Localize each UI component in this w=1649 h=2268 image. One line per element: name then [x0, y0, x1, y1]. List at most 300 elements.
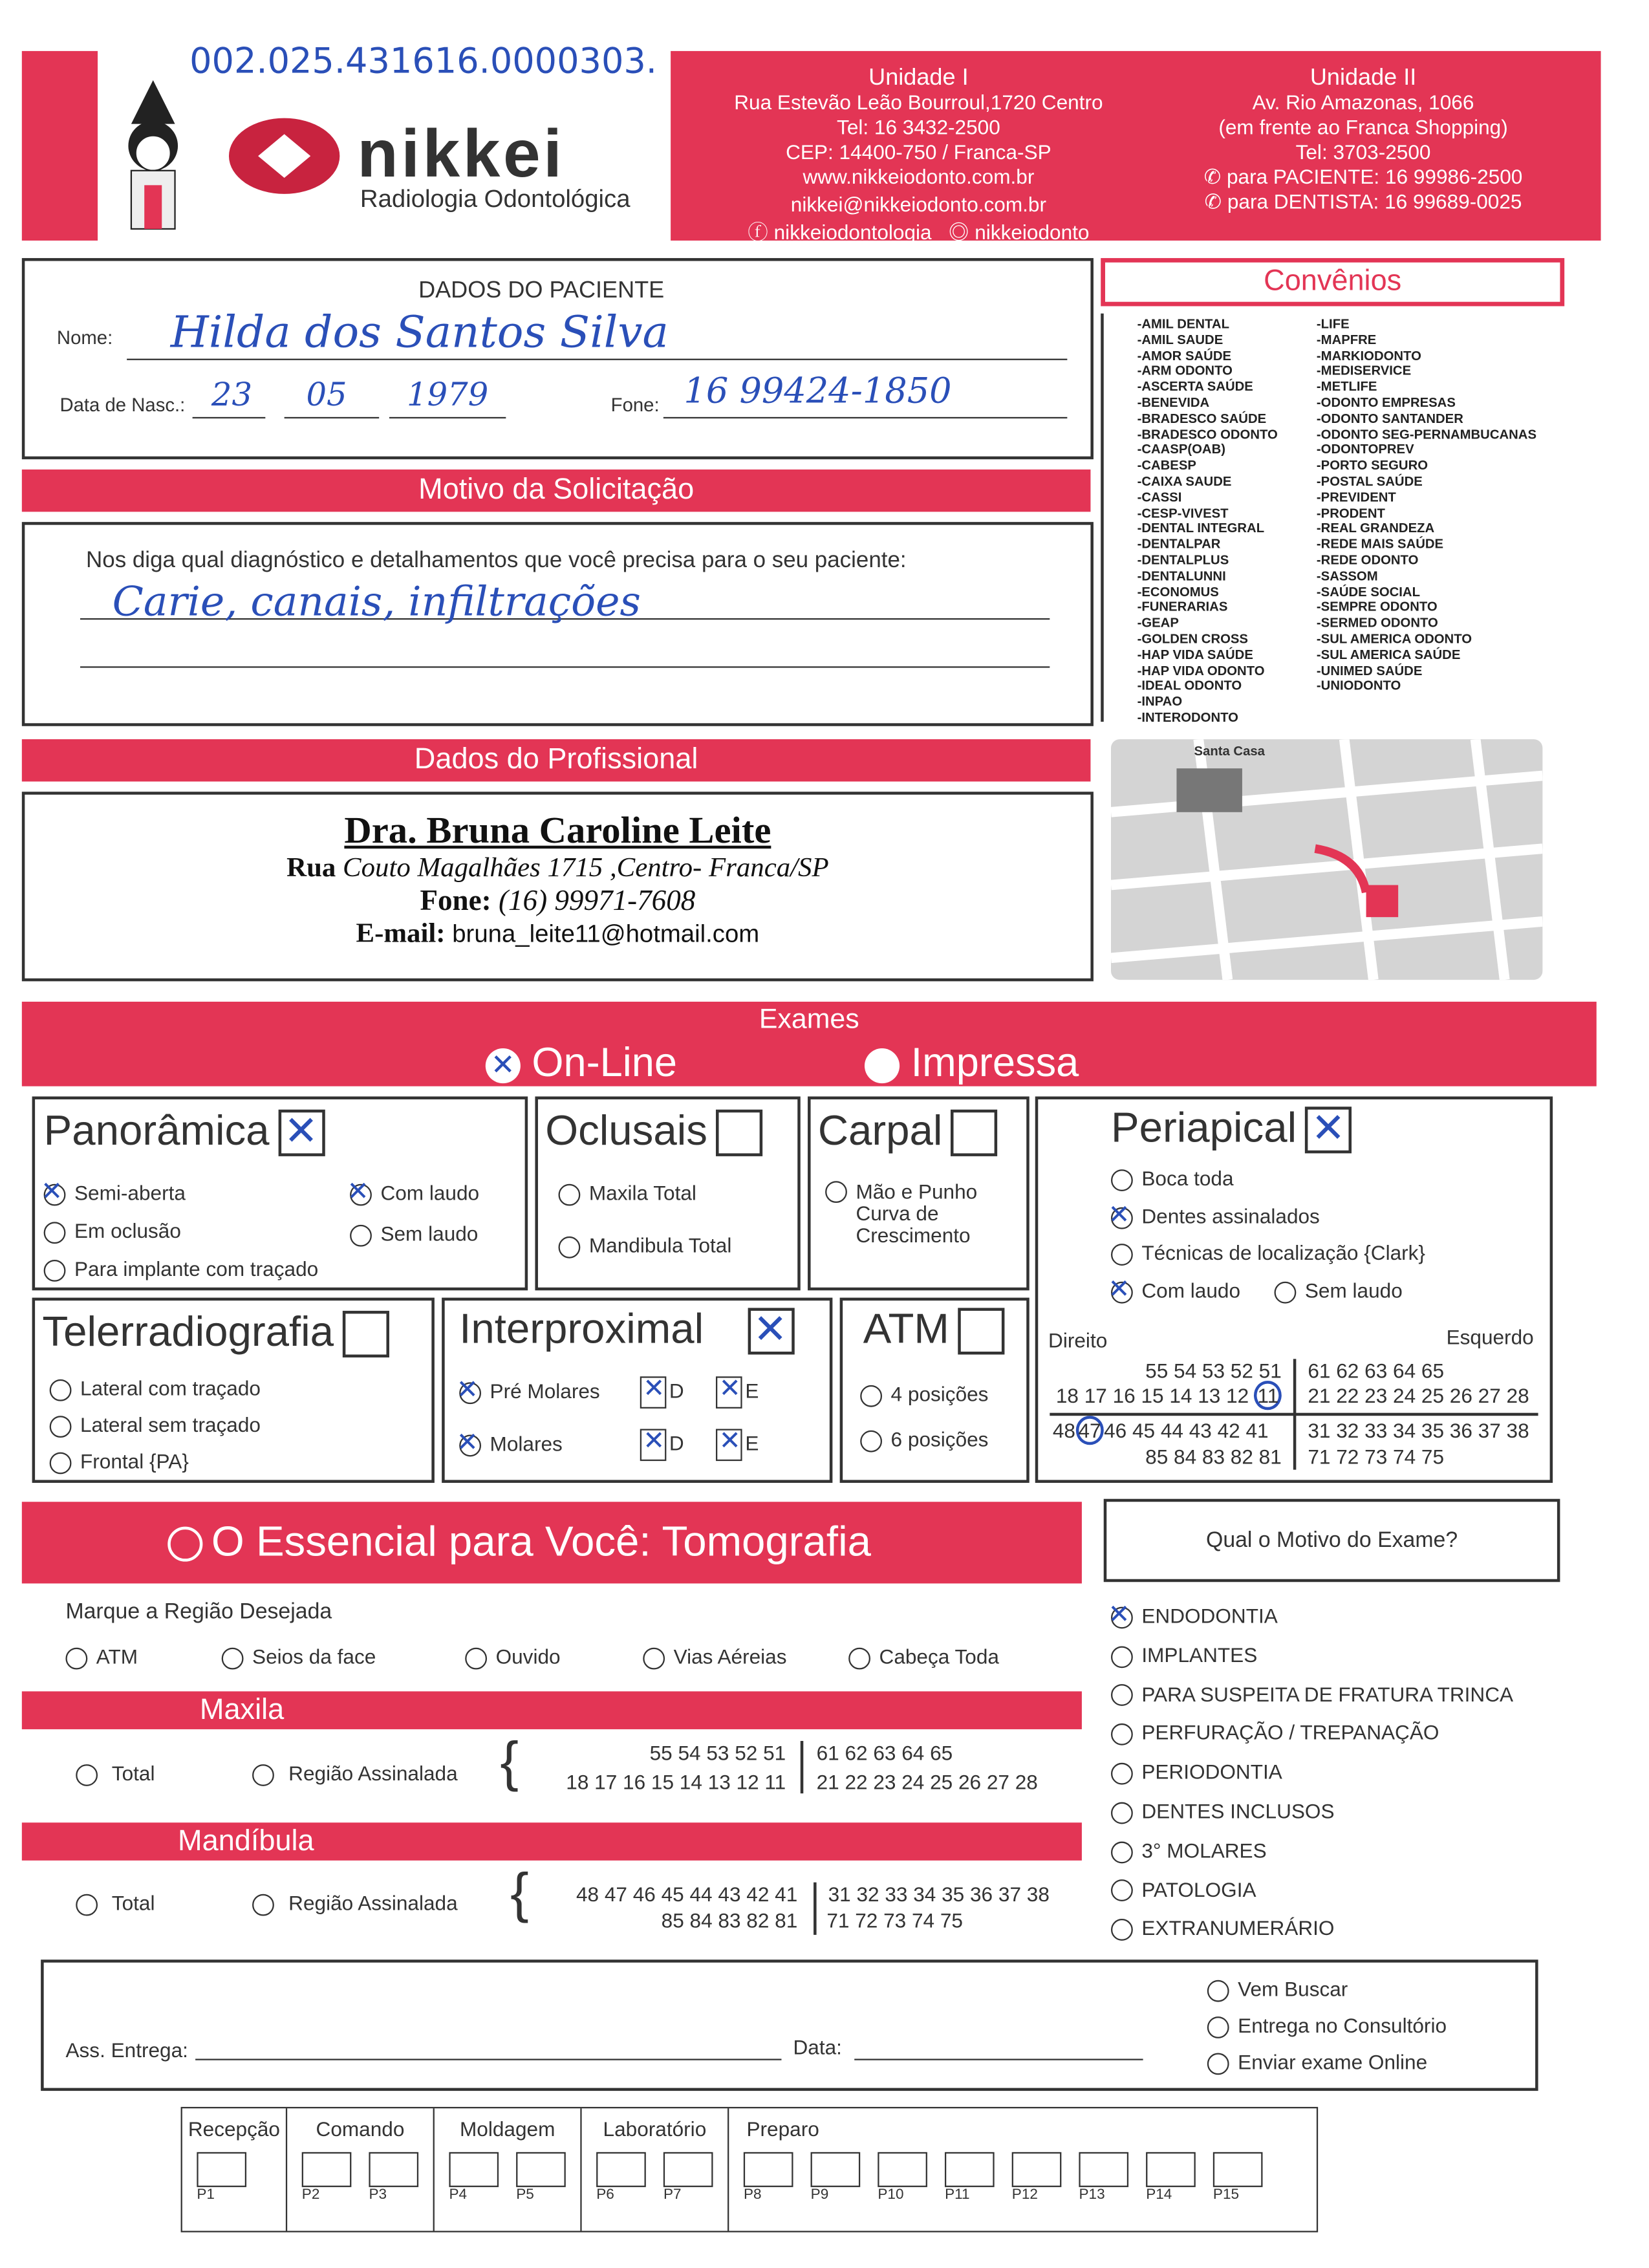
radio[interactable]	[848, 1647, 870, 1669]
unit2-address: Av. Rio Amazonas, 1066	[1252, 90, 1474, 114]
tomografia-bar	[22, 1502, 1082, 1583]
d-label: D	[669, 1379, 684, 1403]
panoramica-section	[32, 1096, 528, 1290]
entrega-option-label: Entrega no Consultório	[1238, 2013, 1447, 2037]
brace: {	[500, 1732, 519, 1794]
header-left-stripe	[22, 51, 98, 241]
regiao-option[interactable]	[65, 1645, 138, 1669]
control-box[interactable]	[945, 2152, 995, 2203]
control-box-label: P1	[197, 2187, 215, 2203]
motivo-exame-label: PARA SUSPEITA DE FRATURA TRINCA	[1141, 1681, 1514, 1705]
convenio-item: -GOLDEN CROSS	[1137, 631, 1248, 646]
mol-d-checkbox[interactable]	[640, 1429, 667, 1462]
convenio-item: -SUL AMERICA ODONTO	[1316, 631, 1472, 646]
convenio-item: -INPAO	[1137, 694, 1183, 709]
motivo-exame-item[interactable]	[1111, 1916, 1334, 1941]
motivo-question: Nos diga qual diagnóstico e detalhamentos que você precisa para o seu paciente:	[86, 548, 907, 574]
dentist-name: Dra. Bruna Caroline Leite	[344, 809, 771, 852]
tomografia-title: O Essencial para Você: Tomografia	[211, 1519, 871, 1566]
control-box[interactable]	[1146, 2152, 1196, 2203]
convenio-item: -POSTAL SAÚDE	[1316, 473, 1423, 489]
control-group-label: Laboratório	[603, 2117, 707, 2141]
unit1-cep: CEP: 14400-750 / Franca-SP	[786, 140, 1051, 164]
convenio-item: -MEDISERVICE	[1316, 363, 1412, 378]
option-online[interactable]	[486, 1040, 677, 1086]
total-label: Total	[111, 1761, 155, 1785]
profissional-section	[22, 792, 1094, 981]
interproximal-section	[442, 1298, 832, 1483]
peri-sem-laudo-radio[interactable]	[1275, 1281, 1297, 1303]
teeth-row: 21 22 23 24 25 26 27 28	[1308, 1383, 1529, 1407]
frontal-radio[interactable]	[50, 1452, 72, 1474]
instagram-icon: ◎	[948, 220, 969, 244]
control-box[interactable]	[302, 2152, 352, 2203]
panoramica-checkbox[interactable]	[278, 1110, 325, 1157]
panoramica-title: Panorâmica	[43, 1108, 270, 1155]
pre-molares-radio[interactable]	[459, 1382, 481, 1404]
molares-radio[interactable]	[459, 1434, 481, 1456]
data-label: Data:	[793, 2035, 842, 2059]
convenio-item: -MAPFRE	[1316, 332, 1377, 347]
teeth-row: 61 62 63 64 65	[1308, 1359, 1445, 1383]
online-radio-checked[interactable]: ✕	[486, 1048, 521, 1083]
motivo-exame-item[interactable]	[1111, 1760, 1282, 1785]
patient-section	[22, 258, 1094, 459]
convenio-item: -BRADESCO SAÚDE	[1137, 411, 1267, 426]
pano-com-laudo-radio[interactable]	[350, 1183, 372, 1205]
nikkei-logo-icon	[226, 116, 342, 197]
motivo-exame-item[interactable]	[1111, 1604, 1278, 1628]
control-box[interactable]	[449, 2152, 499, 2203]
control-box-label: P12	[1011, 2187, 1038, 2203]
motivo-exame-item[interactable]	[1111, 1877, 1256, 1902]
oclusao-radio[interactable]	[44, 1222, 66, 1244]
convenio-item: -REDE ODONTO	[1316, 552, 1419, 567]
convenio-item: -INTERODONTO	[1137, 709, 1238, 725]
radio[interactable]	[1111, 1763, 1133, 1785]
radio[interactable]	[1207, 2053, 1229, 2075]
convenio-item: -SASSOM	[1316, 568, 1378, 583]
control-group	[580, 2108, 727, 2230]
convenio-item: -ODONTO SEG-PERNAMBUCANAS	[1316, 426, 1536, 442]
handwritten-id: 002.025.431616.0000303.	[189, 41, 658, 82]
periapical-title: Periapical	[1111, 1105, 1297, 1152]
convenio-item: -PRODENT	[1316, 505, 1385, 520]
teeth-row: 85 84 83 82 81	[661, 1908, 798, 1932]
header-contact-panel	[671, 51, 1600, 244]
control-box-label: P13	[1079, 2187, 1105, 2203]
entrega-option-label: Enviar exame Online	[1238, 2049, 1428, 2074]
esquerdo-label: Esquerdo	[1446, 1325, 1534, 1349]
convenio-item: -SEMPRE ODONTO	[1316, 599, 1438, 614]
convenio-item: -SUL AMERICA SAÚDE	[1316, 647, 1461, 662]
facebook-handle[interactable]: nikkeiodontologia	[773, 220, 932, 244]
control-box-label: P9	[810, 2187, 829, 2203]
motivo-exame-label: 3° MOLARES	[1141, 1838, 1267, 1862]
convenio-item: -FUNERARIAS	[1137, 599, 1228, 614]
peri-sem-label: Sem laudo	[1304, 1279, 1403, 1302]
pre-e-checkbox[interactable]	[716, 1376, 742, 1409]
data-field[interactable]	[854, 2058, 1143, 2060]
option-impressa[interactable]	[865, 1040, 1079, 1086]
radio[interactable]	[1111, 1606, 1133, 1628]
atm-section	[840, 1298, 1029, 1483]
atm-4-radio[interactable]	[860, 1385, 882, 1407]
teeth-row: 61 62 63 64 65	[816, 1740, 953, 1765]
maxila-total-radio[interactable]	[559, 1183, 581, 1205]
convenio-item: -GEAP	[1137, 615, 1179, 631]
carpal-title: Carpal	[817, 1108, 943, 1155]
radio[interactable]	[1111, 1802, 1133, 1824]
convenio-item: -DENTALPAR	[1137, 537, 1221, 552]
convenio-item: -ODONTO SANTANDER	[1316, 411, 1463, 426]
lateral-sem-label: Lateral sem traçado	[80, 1412, 261, 1436]
convenio-item: -BRADESCO ODONTO	[1137, 426, 1278, 442]
teeth-row: 18 17 16 15 14 13 12	[1055, 1383, 1249, 1407]
semi-radio[interactable]	[44, 1183, 66, 1205]
control-box-label: P3	[369, 2187, 387, 2203]
oclusais-section	[535, 1096, 800, 1290]
convenios-col1	[1137, 316, 1278, 726]
convenio-item: -AMIL SAUDE	[1137, 332, 1223, 347]
teeth-row: 55 54 53 52 51	[1145, 1359, 1282, 1383]
convenio-item: -CESP-VIVEST	[1137, 505, 1229, 520]
radio[interactable]	[1111, 1919, 1133, 1941]
teeth-row: 31 32 33 34 35 36 37 38	[1308, 1418, 1529, 1442]
convenio-item: -METLIFE	[1316, 379, 1377, 394]
unit2-title: Unidade II	[1310, 65, 1417, 91]
control-box[interactable]	[369, 2152, 419, 2203]
teeth-row: 46 45 44 43 42 41	[1104, 1418, 1269, 1442]
convenio-item: -SAÚDE SOCIAL	[1316, 584, 1421, 599]
pre-d-checkbox[interactable]	[640, 1376, 667, 1409]
control-box-label: P6	[596, 2187, 614, 2203]
motivo-section	[22, 522, 1094, 726]
location-map	[1111, 739, 1542, 980]
convenio-item: -HAP VIDA SAÚDE	[1137, 647, 1253, 662]
inter-title: Interproximal	[459, 1306, 704, 1354]
brace: {	[510, 1863, 529, 1925]
instagram-handle[interactable]: nikkeiodonto	[975, 220, 1090, 244]
dentist-phone: (16) 99971-7608	[498, 885, 696, 918]
teeth-row: 21 22 23 24 25 26 27 28	[816, 1770, 1038, 1794]
convenio-item: -REAL GRANDEZA	[1316, 521, 1435, 536]
convenio-item: -ODONTOPREV	[1316, 442, 1414, 457]
impressa-label: Impressa	[911, 1039, 1079, 1085]
motivo-bar: Motivo da Solicitação	[22, 470, 1091, 512]
control-box[interactable]	[1079, 2152, 1129, 2203]
mol-e-checkbox[interactable]	[716, 1429, 742, 1462]
pano-sem-laudo-radio[interactable]	[350, 1224, 372, 1246]
regiao-option[interactable]	[848, 1645, 999, 1669]
mandibula-bar: Mandíbula	[22, 1822, 1082, 1861]
map-label: Santa Casa	[1194, 743, 1265, 759]
radio[interactable]	[643, 1647, 665, 1669]
motivo-exame-label: IMPLANTES	[1141, 1643, 1258, 1667]
mandibula-total-label: Mandibula Total	[588, 1233, 732, 1257]
convenio-item: -CAASP(OAB)	[1137, 442, 1225, 457]
unit2-dentista: para DENTISTA: 16 99689-0025	[1227, 189, 1522, 213]
control-group-label: Recepção	[188, 2117, 280, 2141]
boca-label: Boca toda	[1141, 1166, 1234, 1190]
dentist-address: Couto Magalhães 1715 ,Centro- Franca/SP	[343, 852, 829, 884]
control-box[interactable]	[1012, 2152, 1062, 2203]
dob-day[interactable]: 23	[211, 377, 253, 415]
control-group	[727, 2108, 1317, 2230]
atm-6-label: 6 posições	[890, 1427, 989, 1451]
mandibula-assinalada-radio[interactable]	[252, 1894, 274, 1916]
online-label: On-Line	[532, 1039, 678, 1085]
d-label: D	[669, 1431, 684, 1455]
oclusao-label: Em oclusão	[74, 1218, 181, 1242]
convenio-item: -AMOR SAÚDE	[1137, 347, 1232, 363]
motivo-exame-item[interactable]	[1111, 1721, 1439, 1745]
control-box-label: P7	[663, 2187, 682, 2203]
convenio-item: -REDE MAIS SAÚDE	[1316, 537, 1444, 552]
motivo-exame-item[interactable]	[1111, 1682, 1513, 1707]
convenio-item: -HAP VIDA ODONTO	[1137, 662, 1265, 678]
email-label: E-mail:	[356, 918, 446, 949]
regiao-option-label: Vias Aéreias	[673, 1645, 787, 1669]
brand-name: nikkei	[357, 115, 565, 191]
motivo-exame-item[interactable]	[1111, 1799, 1335, 1824]
mol-label: Molares	[490, 1432, 563, 1456]
lateral-com-label: Lateral com traçado	[80, 1376, 261, 1400]
maxila-total-radio[interactable]	[76, 1764, 98, 1786]
assinalada-label: Região Assinalada	[288, 1891, 458, 1915]
teeth-row: 48 47 46 45 44 43 42 41	[576, 1882, 798, 1906]
unit2-ref: (em frente ao Franca Shopping)	[1218, 115, 1508, 139]
radio[interactable]	[465, 1647, 487, 1669]
dentist-email: bruna_leite11@hotmail.com	[452, 920, 760, 948]
unit2-paciente: para PACIENTE: 16 99986-2500	[1226, 164, 1523, 188]
control-box[interactable]	[878, 2152, 927, 2203]
unit1-tel: Tel: 16 3432-2500	[837, 115, 1000, 139]
patient-heading: DADOS DO PACIENTE	[418, 278, 665, 303]
entrega-option[interactable]	[1207, 2014, 1447, 2038]
control-box-label: P5	[516, 2187, 534, 2203]
sem-laudo-label: Sem laudo	[380, 1222, 479, 1246]
tecnicas-label: Técnicas de localização {Clark}	[1141, 1240, 1425, 1264]
convenio-item: -ARM ODONTO	[1137, 363, 1233, 378]
convenio-item: -SERMED ODONTO	[1316, 615, 1438, 631]
motivo-exame-label: PATOLOGIA	[1141, 1877, 1256, 1901]
dentes-assinalados-radio[interactable]	[1111, 1207, 1133, 1229]
control-group	[286, 2108, 433, 2230]
tooth-11-circled[interactable]: 11	[1255, 1381, 1282, 1410]
radio[interactable]	[1111, 1646, 1133, 1668]
e-label: E	[745, 1379, 759, 1403]
atm-6-radio[interactable]	[860, 1430, 882, 1452]
radio[interactable]	[1207, 1980, 1229, 2002]
unit1-site[interactable]: www.nikkeiodonto.com.br	[803, 164, 1035, 188]
carpal-radio[interactable]	[825, 1181, 847, 1203]
control-box[interactable]	[197, 2152, 246, 2203]
teeth-row: 31 32 33 34 35 36 37 38	[828, 1882, 1050, 1906]
control-group	[433, 2108, 581, 2230]
control-group	[182, 2108, 286, 2230]
motivo-exame-label: PERFURAÇÃO / TREPANAÇÃO	[1141, 1721, 1439, 1745]
convenio-item: -DENTALUNNI	[1137, 568, 1226, 583]
phone-label: Fone:	[420, 885, 491, 918]
convenio-item: -CASSI	[1137, 490, 1182, 504]
dob-year[interactable]: 1979	[407, 377, 489, 415]
teeth-row: 18 17 16 15 14 13 12 11	[566, 1770, 786, 1794]
oclusais-checkbox[interactable]	[716, 1110, 762, 1157]
radio[interactable]	[1111, 1723, 1133, 1745]
radio[interactable]	[1111, 1685, 1133, 1707]
convenio-item: -PREVIDENT	[1316, 490, 1396, 504]
maxila-total-label: Maxila Total	[588, 1181, 696, 1205]
implante-radio[interactable]	[44, 1260, 66, 1282]
motivo-exame-label: EXTRANUMERÁRIO	[1141, 1916, 1335, 1940]
teeth-row: 55 54 53 52 51	[649, 1740, 786, 1765]
dentes-label: Dentes assinalados	[1141, 1204, 1320, 1228]
teeth-row: 71 72 73 74 75	[1308, 1445, 1445, 1469]
exames-band	[22, 1002, 1597, 1086]
control-box-label: P10	[878, 2187, 904, 2203]
unit1-title: Unidade I	[868, 65, 969, 91]
convenio-item: -LIFE	[1316, 316, 1350, 331]
convenio-item: -MARKIODONTO	[1316, 347, 1421, 363]
ass-entrega-field[interactable]	[195, 2058, 781, 2060]
atm-checkbox[interactable]	[958, 1308, 1004, 1355]
frontal-label: Frontal {PA}	[80, 1449, 189, 1473]
convenio-item: -DENTALPLUS	[1137, 552, 1229, 567]
tele-checkbox[interactable]	[343, 1312, 389, 1358]
tomografia-radio[interactable]	[167, 1527, 202, 1562]
pre-label: Pré Molares	[490, 1379, 600, 1403]
semi-label: Semi-aberta	[74, 1181, 186, 1205]
tele-title: Telerradiografia	[42, 1309, 334, 1356]
control-group-label: Moldagem	[460, 2117, 555, 2141]
lateral-sem-radio[interactable]	[50, 1416, 72, 1438]
control-box[interactable]	[744, 2152, 793, 2203]
whatsapp-icon: ✆	[1204, 189, 1222, 213]
impressa-radio[interactable]	[865, 1048, 900, 1083]
maxila-bar: Maxila	[22, 1691, 1082, 1729]
entrega-section	[41, 1960, 1538, 2091]
unit1-email[interactable]: nikkei@nikkeiodonto.com.br	[790, 192, 1046, 216]
convenio-item: -UNIODONTO	[1316, 678, 1401, 693]
radio[interactable]	[1111, 1880, 1133, 1902]
exames-title: Exames	[759, 1004, 859, 1035]
motivo-exame-item[interactable]	[1111, 1643, 1257, 1667]
boca-toda-radio[interactable]	[1111, 1169, 1133, 1191]
motivo-exame-title: Qual o Motivo do Exame?	[1104, 1499, 1560, 1582]
inter-checkbox[interactable]	[748, 1308, 794, 1355]
direito-label: Direito	[1048, 1328, 1108, 1352]
radio[interactable]	[65, 1647, 87, 1669]
regiao-option[interactable]	[222, 1645, 376, 1669]
atm-4-label: 4 posições	[890, 1382, 989, 1406]
radio[interactable]	[1111, 1841, 1133, 1863]
motivo-exame-label: DENTES INCLUSOS	[1141, 1799, 1335, 1823]
phone-field[interactable]: 16 99424-1850	[684, 370, 952, 411]
convenio-item: -UNIMED SAÚDE	[1316, 662, 1423, 678]
name-line	[127, 359, 1067, 360]
entrega-option[interactable]	[1207, 1977, 1348, 2002]
e-label: E	[745, 1431, 759, 1455]
motivo-answer[interactable]: Carie, canais, infiltrações	[112, 577, 641, 626]
mascot-logo-icon	[109, 80, 197, 233]
profissional-bar: Dados do Profissional	[22, 739, 1091, 781]
convenios-title: Convênios	[1101, 258, 1564, 306]
convenio-item: -PORTO SEGURO	[1316, 458, 1428, 473]
dob-month[interactable]: 05	[306, 377, 347, 415]
motivo-exame-label: ENDODONTIA	[1141, 1604, 1278, 1628]
motivo-exame-label: PERIODONTIA	[1141, 1760, 1282, 1784]
control-box[interactable]	[596, 2152, 646, 2203]
motivo-exame-item[interactable]	[1111, 1839, 1267, 1863]
convenio-item: -ASCERTA SAÚDE	[1137, 379, 1253, 394]
control-group-label: Preparo	[746, 2117, 819, 2141]
carpal-section	[808, 1096, 1029, 1290]
regiao-option-label: Seios da face	[252, 1645, 376, 1669]
mandibula-total-radio[interactable]	[559, 1236, 581, 1258]
control-table	[181, 2107, 1319, 2232]
brand-subtitle: Radiologia Odontológica	[360, 185, 630, 213]
convenio-item: -CAIXA SAUDE	[1137, 473, 1232, 489]
regiao-option[interactable]	[465, 1645, 560, 1669]
total-label: Total	[111, 1891, 155, 1915]
tele-section	[32, 1298, 435, 1483]
control-box[interactable]	[1213, 2152, 1263, 2203]
phone-label: Fone:	[610, 393, 660, 416]
control-box-label: P8	[743, 2187, 762, 2203]
control-box[interactable]	[663, 2152, 713, 2203]
radio[interactable]	[222, 1647, 244, 1669]
entrega-option[interactable]	[1207, 2050, 1427, 2075]
teeth-row: 85 84 83 82 81	[1145, 1445, 1282, 1469]
regiao-option-label: Cabeça Toda	[879, 1645, 999, 1669]
peri-com-label: Com laudo	[1141, 1279, 1240, 1302]
name-field[interactable]: Hilda dos Santos Silva	[170, 307, 669, 359]
periapical-checkbox[interactable]	[1306, 1107, 1352, 1154]
regiao-option[interactable]	[643, 1645, 786, 1669]
carpal-checkbox[interactable]	[951, 1110, 998, 1157]
peri-com-laudo-radio[interactable]	[1111, 1281, 1133, 1303]
control-group-label: Comando	[316, 2117, 405, 2141]
control-box[interactable]	[516, 2152, 566, 2203]
convenio-item: -ODONTO EMPRESAS	[1316, 394, 1456, 410]
name-label: Nome:	[56, 327, 113, 349]
whatsapp-icon: ✆	[1203, 164, 1222, 188]
lateral-com-radio[interactable]	[50, 1379, 72, 1401]
control-box-label: P14	[1146, 2187, 1172, 2203]
entrega-option-label: Vem Buscar	[1238, 1977, 1348, 2001]
tooth-47-circled[interactable]: 47	[1075, 1416, 1104, 1445]
control-box[interactable]	[811, 2152, 861, 2203]
periapical-section	[1035, 1096, 1553, 1482]
tooth: 48	[1052, 1418, 1075, 1442]
control-box-label: P2	[301, 2187, 320, 2203]
com-laudo-label: Com laudo	[380, 1181, 480, 1205]
address-label: Rua	[286, 852, 336, 884]
tecnicas-radio[interactable]	[1111, 1244, 1133, 1266]
mandibula-total-radio[interactable]	[76, 1894, 98, 1916]
convenio-item: -ECONOMUS	[1137, 584, 1219, 599]
control-box-label: P15	[1212, 2187, 1240, 2203]
unit1-address: Rua Estevão Leão Bourroul,1720 Centro	[734, 90, 1103, 114]
dob-label: Data de Nasc.:	[59, 393, 186, 416]
convenio-item: -IDEAL ODONTO	[1137, 678, 1242, 693]
radio[interactable]	[1207, 2016, 1229, 2038]
maxila-assinalada-radio[interactable]	[252, 1764, 274, 1786]
teeth-row: 71 72 73 74 75	[826, 1908, 963, 1932]
oclusais-title: Oclusais	[545, 1108, 707, 1155]
regiao-label: Marque a Região Desejada	[65, 1599, 332, 1625]
